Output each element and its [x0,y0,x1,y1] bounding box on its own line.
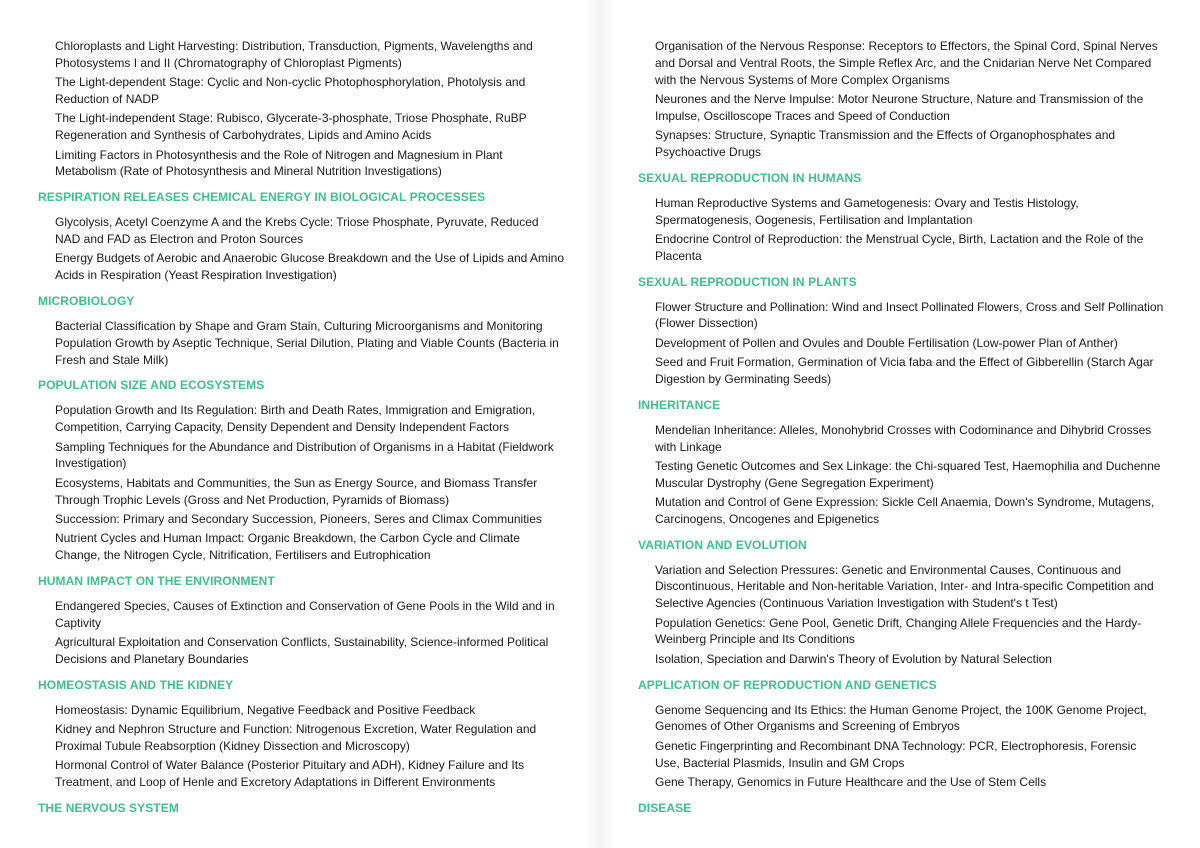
section-microbiology [38,293,564,368]
section-heading: VARIATION AND EVOLUTION [638,537,807,552]
topic-list [38,702,564,791]
topic-item: Organisation of the Nervous Response: Receptors to Effectors, the Spinal Cord, Spinal Nerves and Dorsal and Ventral Roots, the Simple Reflex Arc, and the Cnidarian Nerve Net Compared with the Nervous Systems of More Complex Organisms [655,39,1158,87]
topic-item: Homeostasis: Dynamic Equilibrium, Negative Feedback and Positive Feedback [55,702,476,717]
topic-item: Variation and Selection Pressures: Genetic and Environmental Causes, Continuous and Discontinuous, Heritable and Non-heritable Variation, Inter- and Intra-specific Competition and Selective Agencies (Continuous Variation Investigation with Student's t Test) [655,562,1154,611]
topic-item: Limiting Factors in Photosynthesis and the Role of Nitrogen and Magnesium in Plant Metabolism (Rate of Photosynthesis and Mineral Nutrition Investigations) [55,147,503,179]
topic-item: Human Reproductive Systems and Gametogenesis: Ovary and Testis Histology, Spermatogenesis, Oogenesis, Fertilisation and Implantation [655,195,1079,227]
topic-item: Gene Therapy, Genomics in Future Healthcare and the Use of Stem Cells [655,775,1047,790]
section-continued [638,38,1164,161]
topic-item: Population Growth and Its Regulation: Birth and Death Rates, Immigration and Emigration, Competition, Carrying Capacity, Density Dependent and Density Independent Factors [55,403,536,435]
right-page [600,0,1200,848]
topic-item: Population Genetics: Gene Pool, Genetic Drift, Changing Allele Frequencies and the Hardy-Weinberg Principle and Its Conditions [655,615,1142,647]
section-heading: RESPIRATION RELEASES CHEMICAL ENERGY IN BIOLOGICAL PROCESSES [38,190,486,205]
section-heading: INHERITANCE [638,397,721,412]
topic-item: Energy Budgets of Aerobic and Anaerobic Glucose Breakdown and the Use of Lipids and Amino Acids in Respiration (Yeast Respiration Investigation) [55,251,564,283]
topic-list [638,702,1164,791]
topic-list [38,214,564,284]
section-population-size-and-ecosystems [38,377,564,564]
section-application-of-reproduction-and-genetics [638,677,1164,791]
topic-item: Testing Genetic Outcomes and Sex Linkage: the Chi-squared Test, Haemophilia and Duchenne Muscular Dystrophy (Gene Segregation Experiment) [655,458,1161,490]
topic-item: Flower Structure and Pollination: Wind and Insect Pollinated Flowers, Cross and Self Pollination (Flower Dissection) [655,299,1164,331]
section-heading: POPULATION SIZE AND ECOSYSTEMS [38,378,265,393]
topic-item: Ecosystems, Habitats and Communities, the Sun as Energy Source, and Biomass Transfer Through Trophic Levels (Gross and Net Production, Pyramids of Biomass) [55,475,538,507]
section-homeostasis-and-the-kidney [38,677,564,791]
section-inheritance [638,397,1164,528]
topic-item: Agricultural Exploitation and Conservation Conflicts, Sustainability, Science-informed Political Decisions and Planetary Boundaries [55,635,549,666]
topic-list [638,195,1164,265]
topic-item: Endocrine Control of Reproduction: the Menstrual Cycle, Birth, Lactation and the Role of the Placenta [655,231,1144,263]
topic-item: The Light-dependent Stage: Cyclic and Non-cyclic Photophosphorylation, Photolysis and Reduction of NADP [55,75,526,106]
section-sexual-reproduction-in-plants [638,274,1164,388]
topic-item: Chloroplasts and Light Harvesting: Distribution, Transduction, Pigments, Wavelengths and Photosystems I and II (Chromatography of Chloroplast Pigments) [55,39,533,70]
topic-item: Isolation, Speciation and Darwin's Theory of Evolution by Natural Selection [655,651,1052,666]
section-variation-and-evolution [638,537,1164,668]
section-heading: SEXUAL REPRODUCTION IN HUMANS [638,170,862,185]
topic-item: Mendelian Inheritance: Alleles, Monohybrid Crosses with Codominance and Dihybrid Crosses with Linkage [655,422,1152,454]
topic-item: Nutrient Cycles and Human Impact: Organic Breakdown, the Carbon Cycle and Climate Change, the Nitrogen Cycle, Nitrification, Fertilisers and Eutrophication [55,531,520,563]
topic-item: Genome Sequencing and Its Ethics: the Human Genome Project, the 100K Genome Project, Genomes of Other Organisms and Screening of Embryos [655,702,1147,734]
topic-item: Endangered Species, Causes of Extinction and Conservation of Gene Pools in the Wild and in Captivity [55,598,555,630]
topic-list [638,38,1164,161]
section-sexual-reproduction-in-humans [638,170,1164,265]
section-heading: DISEASE [638,800,692,815]
topic-item: Mutation and Control of Gene Expression: Sickle Cell Anaemia, Down's Syndrome, Mutagens, Carcinogens, Oncogenes and Epigenetics [655,495,1155,526]
section-continued [38,38,564,180]
section-human-impact-on-the-environment [38,573,564,668]
section-heading: HUMAN IMPACT ON THE ENVIRONMENT [38,573,275,588]
topic-item: Hormonal Control of Water Balance (Posterior Pituitary and ADH), Kidney Failure and Its Treatment, and Loop of Henle and Excretory Adaptations in Different Environments [55,758,525,790]
topic-item: The Light-independent Stage: Rubisco, Glycerate-3-phosphate, Triose Phosphate, RuBP Regeneration and Synthesis of Carbohydrates, Lipids and Amino Acids [55,111,527,143]
topic-item: Seed and Fruit Formation, Germination of Vicia faba and the Effect of Gibberellin (Starch Agar Digestion by Germinating Seeds) [655,355,1154,386]
topic-list [38,402,564,564]
topic-item: Kidney and Nephron Structure and Function: Nitrogenous Excretion, Water Regulation and Proximal Tubule Reabsorption (Kidney Dissection and Microscopy) [55,722,537,753]
section-disease [638,800,1164,816]
topic-item: Genetic Fingerprinting and Recombinant DNA Technology: PCR, Electrophoresis, Forensic Use, Bacterial Plasmids, Insulin and GM Crops [655,738,1137,770]
topic-item: Development of Pollen and Ovules and Double Fertilisation (Low-power Plan of Anther) [655,335,1118,350]
topic-list [38,38,564,180]
section-the-nervous-system [38,800,564,816]
section-heading: SEXUAL REPRODUCTION IN PLANTS [638,274,857,289]
topic-list [638,422,1164,528]
topic-item: Glycolysis, Acetyl Coenzyme A and the Krebs Cycle: Triose Phosphate, Pyruvate, Reduced NAD and FAD as Electron and Proton Sources [55,215,539,246]
section-heading: THE NERVOUS SYSTEM [38,800,179,815]
topic-list [638,299,1164,388]
topic-item: Synapses: Structure, Synaptic Transmission and the Effects of Organophosphates and Psychoactive Drugs [655,128,1116,159]
topic-item: Bacterial Classification by Shape and Gram Stain, Culturing Microorganisms and Monitoring Population Growth by Aseptic Technique, Serial Dilution, Plating and Viable Counts (Bacteria in Fresh and Stale Milk) [55,318,559,367]
section-heading: HOMEOSTASIS AND THE KIDNEY [38,677,234,692]
section-respiration-releases-chemical-energy-in-biological-processes [38,189,564,284]
topic-list [38,598,564,668]
topic-list [638,562,1164,668]
topic-list [38,318,564,368]
topic-item: Sampling Techniques for the Abundance and Distribution of Organisms in a Habitat (Fieldwork Investigation) [55,439,554,471]
topic-item: Neurones and the Nerve Impulse: Motor Neurone Structure, Nature and Transmission of the Impulse, Oscilloscope Traces and Speed of Conduction [655,91,1144,123]
section-heading: MICROBIOLOGY [38,293,135,308]
topic-item: Succession: Primary and Secondary Succession, Pioneers, Seres and Climax Communities [55,511,542,526]
section-heading: APPLICATION OF REPRODUCTION AND GENETICS [638,677,937,692]
